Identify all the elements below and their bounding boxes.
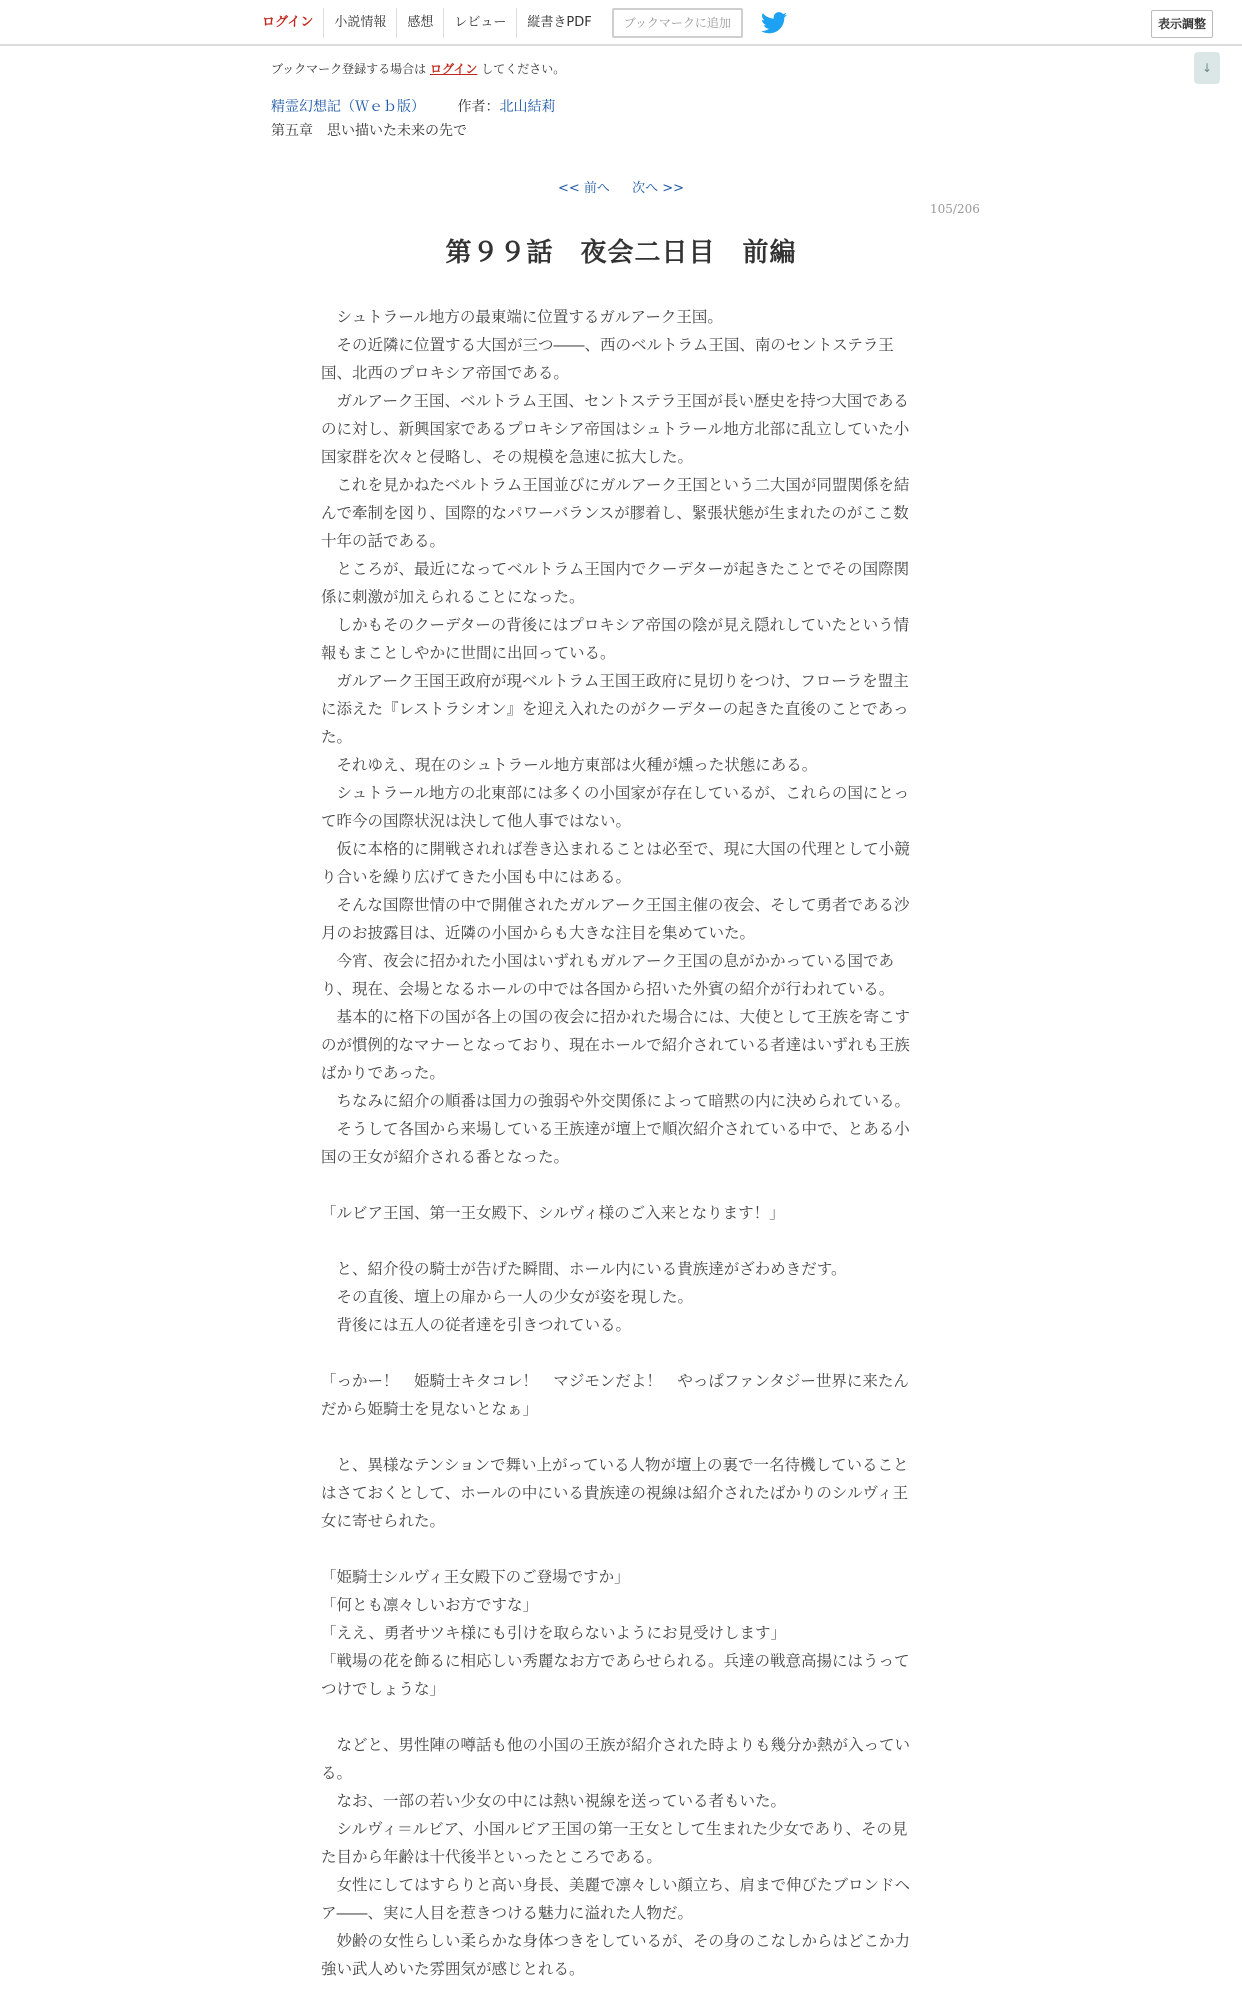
scroll-down-button[interactable]: ↓ bbox=[1194, 52, 1220, 84]
blank-line bbox=[321, 1227, 915, 1255]
blank-line bbox=[321, 1423, 915, 1451]
body-paragraph: などと、男性陣の噂話も他の小国の王族が紹介された時よりも幾分か熱が入っている。 bbox=[321, 1736, 911, 1782]
body-paragraph: シュトラール地方の最東端に位置するガルアーク王国。 bbox=[336, 308, 723, 326]
blank-line bbox=[321, 1171, 915, 1199]
prev-episode-link[interactable]: << 前へ bbox=[558, 181, 610, 196]
notice-login-link[interactable]: ログイン bbox=[430, 62, 478, 76]
review-link[interactable]: レビュー bbox=[443, 8, 516, 38]
author-name-link[interactable]: 北山結莉 bbox=[499, 99, 556, 115]
body-paragraph: 妙齢の女性らしい柔らかな身体つきをしているが、その身のこなしからはどこか力強い武人めいた雰囲気が感じとれる。 bbox=[321, 1932, 911, 1978]
body-paragraph: その直後、壇上の扉から一人の少女が姿を現した。 bbox=[336, 1288, 694, 1306]
page-counter: 105/206 bbox=[930, 202, 980, 216]
body-paragraph: その近隣に位置する大国が三つ――、西のベルトラム王国、南のセントステラ王国、北西のプロキシア帝国である。 bbox=[321, 336, 894, 382]
blank-line bbox=[321, 1535, 915, 1563]
login-link[interactable]: ログイン bbox=[262, 15, 314, 30]
episode-pager bbox=[0, 177, 1242, 196]
dialog-line: 「姫騎士シルヴィ王女殿下のご登場ですか」 bbox=[321, 1568, 630, 1586]
display-settings-button[interactable]: 表示調整 bbox=[1151, 10, 1213, 38]
body-paragraph: シルヴィ＝ルビア、小国ルビア王国の第一王女として生まれた少女であり、その見た目から年齢は十代後半といったところである。 bbox=[321, 1820, 908, 1866]
twitter-bird-icon[interactable] bbox=[761, 12, 787, 34]
body-paragraph: 基本的に格下の国が各上の国の夜会に招かれた場合には、大使として王族を寄こすのが慣例的なマナーとなっており、現在ホールで紹介されている者達はいずれも王族ばかりであった。 bbox=[321, 1008, 911, 1082]
dialog-line: 「ええ、勇者サツキ様にも引けを取らないようにお見受けします」 bbox=[321, 1624, 787, 1642]
author-label: 作者： bbox=[457, 99, 500, 115]
bookmark-notice bbox=[271, 60, 565, 77]
body-paragraph: しかもそのクーデターの背後にはプロキシア帝国の陰が見え隠れしていたという情報もまことしやかに世間に出回っている。 bbox=[321, 616, 910, 662]
impressions-link[interactable]: 感想 bbox=[396, 8, 443, 38]
blank-line bbox=[321, 1703, 915, 1731]
add-bookmark-button[interactable]: ブックマークに追加 bbox=[612, 8, 743, 38]
notice-suffix: してください。 bbox=[481, 62, 566, 76]
top-navigation-bar bbox=[0, 0, 1242, 46]
dialog-line: 「っかー！ 姫騎士キタコレ！ マジモンだよ！ やっぱファンタジー世界に来たんだから姫騎士を見ないとなぁ」 bbox=[321, 1372, 909, 1418]
blank-line bbox=[321, 1339, 915, 1367]
body-paragraph: ところが、最近になってベルトラム王国内でクーデターが起きたことでその国際関係に刺激が加えられることになった。 bbox=[321, 560, 910, 606]
body-paragraph: ちなみに紹介の順番は国力の強弱や外交関係によって暗黙の内に決められている。 bbox=[336, 1092, 911, 1110]
novel-meta bbox=[271, 96, 555, 116]
body-paragraph: そうして各国から来場している王族達が壇上で順次紹介されている中で、とある小国の王女が紹介される番となった。 bbox=[321, 1120, 910, 1166]
body-paragraph: ガルアーク王国、ベルトラム王国、セントステラ王国が長い歴史を持つ大国であるのに対し、新興国家であるプロキシア帝国はシュトラール地方北部に乱立していた小国家群を次々と侵略し、その規模を急速に拡大した。 bbox=[321, 392, 910, 466]
episode-title: 第９９話 夜会二日目 前編 bbox=[445, 238, 797, 268]
notice-prefix: ブックマーク登録する場合は bbox=[271, 62, 427, 76]
body-paragraph: これを見かねたベルトラム王国並びにガルアーク王国という二大国が同盟関係を結んで牽制を図り、国際的なパワーバランスが膠着し、緊張状態が生まれたのがここ数十年の話である。 bbox=[321, 476, 910, 550]
next-episode-link[interactable]: 次へ >> bbox=[632, 181, 684, 196]
chapter-title: 第五章 思い描いた未来の先で bbox=[271, 123, 467, 139]
body-paragraph: なお、一部の若い少女の中には熱い視線を送っている者もいた。 bbox=[336, 1792, 787, 1810]
body-paragraph: 今宵、夜会に招かれた小国はいずれもガルアーク王国の息がかかっている国であり、現在、会場となるホールの中では各国から招いた外賓の紹介が行われている。 bbox=[321, 952, 895, 998]
body-paragraph: シュトラール地方の北東部には多くの小国家が存在しているが、これらの国にとって昨今の国際状況は決して他人事ではない。 bbox=[321, 784, 910, 830]
dialog-line: 「戦場の花を飾るに相応しい秀麗なお方であらせられる。兵達の戦意高揚にはうってつけでしょうな」 bbox=[321, 1652, 910, 1698]
body-paragraph: と、紹介役の騎士が告げた瞬間、ホール内にいる貴族達がざわめきだす。 bbox=[336, 1260, 847, 1278]
body-paragraph: 仮に本格的に開戦されれば巻き込まれることは必至で、現に大国の代理として小競り合いを繰り広げてきた小国も中にはある。 bbox=[321, 840, 910, 886]
body-paragraph: それゆえ、現在のシュトラール地方東部は火種が燻った状態にある。 bbox=[336, 756, 818, 774]
body-paragraph: ガルアーク王国王政府が現ベルトラム王国王政府に見切りをつけ、フローラを盟主に添えた『レストラシオン』を迎え入れたのがクーデターの起きた直後のことであった。 bbox=[321, 672, 909, 746]
nav-menu bbox=[252, 0, 787, 46]
novel-info-link[interactable]: 小説情報 bbox=[323, 8, 396, 38]
novel-title-link[interactable]: 精霊幻想記（Ｗｅｂ版） bbox=[271, 99, 425, 115]
dialog-line: 「何とも凛々しいお方ですな」 bbox=[321, 1596, 539, 1614]
body-paragraph: 女性にしてはすらりと高い身長、美麗で凛々しい顔立ち、肩まで伸びたブロンドヘア――、実に人目を惹きつける魅力に溢れた人物だ。 bbox=[321, 1876, 911, 1922]
dialog-line: 「ルビア王国、第一王女殿下、シルヴィ様のご入来となります！」 bbox=[321, 1204, 785, 1222]
novel-body bbox=[321, 303, 915, 1983]
body-paragraph: 背後には五人の従者達を引きつれている。 bbox=[336, 1316, 632, 1334]
body-paragraph: と、異様なテンションで舞い上がっている人物が壇上の裏で一名待機していることはさておくとして、ホールの中にいる貴族達の視線は紹介されたばかりのシルヴィ王女に寄せられた。 bbox=[321, 1456, 909, 1530]
body-paragraph: そんな国際世情の中で開催されたガルアーク王国主催の夜会、そして勇者である沙月のお披露目は、近隣の小国からも大きな注目を集めていた。 bbox=[321, 896, 910, 942]
vertical-pdf-link[interactable]: 縦書きPDF bbox=[516, 8, 601, 38]
